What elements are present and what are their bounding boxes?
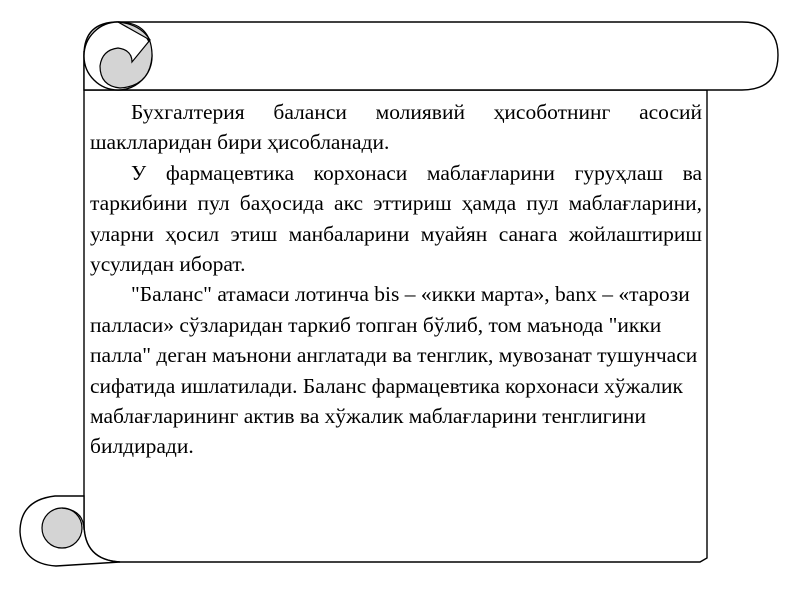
document-text: [90, 97, 702, 462]
top-left-curl: [84, 22, 152, 90]
paragraph-2: У фармацевтика корхонаси маблағларини гуруҳлаш ва таркибини пул баҳосида акс эттириш ҳамда пул маблағларини, уларни ҳосил этиш манбаларини муайян санага жойлаштириш усулидан иборат.: [90, 160, 702, 277]
paragraph-1: Бухгалтерия баланси молиявий ҳисоботнинг асосий шаклларидан бири ҳисобланади.: [90, 100, 702, 155]
scroll-top-roll: [84, 22, 778, 90]
paragraph-3: "Баланс" атамаси лотинча bis – «икки марта», banx – «тарози палласи» сўзларидан таркиб топган бўлиб, том маънода "икки палла" деган маънони англатади ва тенглик, мувозанат тушунчаси сифатида ишлатилади. Баланс фармацевтика корхонаси хўжалик маблағларининг актив ва хўжалик маблағларини тенглигини билдиради.: [90, 282, 698, 459]
